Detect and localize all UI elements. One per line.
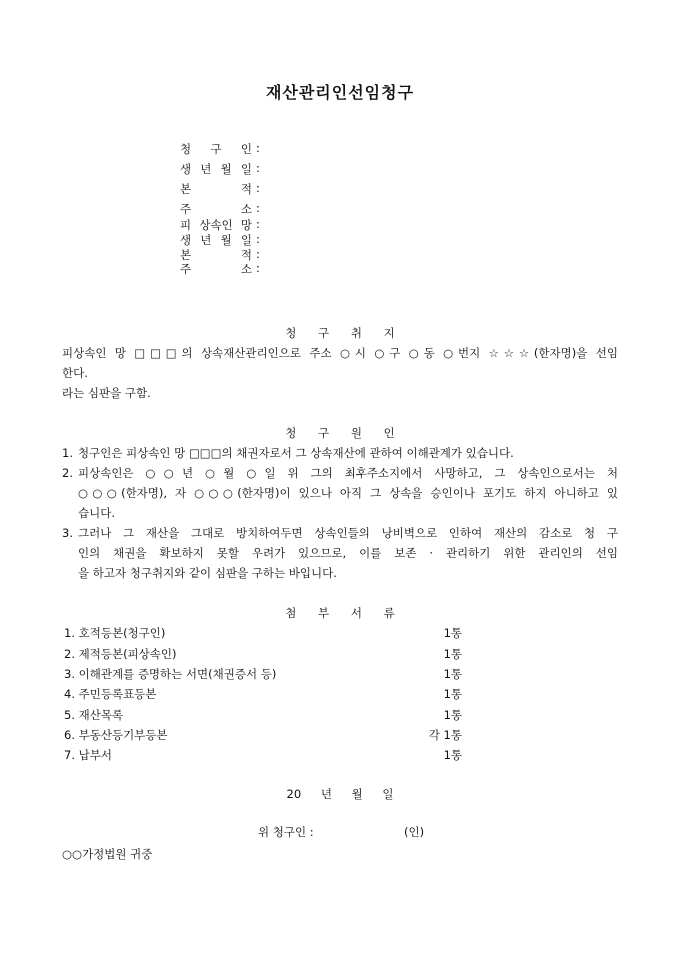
attachment-label: 2. 제적등본(피상속인) [64, 647, 177, 661]
party-label: 청 구 인 [180, 142, 252, 156]
cause-item-line: 을 하고자 청구취지와 같이 심판을 구하는 바입니다. [78, 566, 337, 580]
attachment-label: 4. 주민등록표등본 [64, 687, 157, 701]
purpose-line: 라는 심판을 구함. [62, 386, 151, 400]
attachment-label: 7. 납부서 [64, 748, 112, 762]
party-label: 본 적 [180, 182, 252, 196]
party-colon: : [256, 201, 260, 215]
cause-item-3 [62, 523, 618, 583]
attachment-qty: 1통 [443, 647, 462, 661]
attachment-qty: 1통 [443, 626, 462, 640]
cause-item-line: 피상속인은 ○○년 ○월 ○일 위 그의 최후주소지에서 사망하고, 그 상속인으로서는 처 [78, 466, 618, 480]
cause-item-line: 인의 채권을 확보하지 못할 우려가 있으므로, 이를 보존 · 관리하기 위한 관리인의 선임 [78, 546, 618, 560]
party-colon: : [256, 161, 260, 175]
cause-item-number: 2. [62, 466, 73, 480]
purpose-line: 피상속인 망 □□□의 상속재산관리인으로 주소 ○시 ○구 ○동 ○번지 ☆☆☆(한자명)을 선임 [62, 346, 618, 360]
cause-heading: 청 구 원 인 [285, 426, 395, 440]
party-colon: : [256, 217, 260, 231]
attachments-heading: 첨 부 서 류 [285, 606, 395, 620]
cause-item-line: ○○○(한자명), 자 ○○○(한자명)이 있으나 아직 그 상속을 승인이나 포기도 하지 아니하고 있 [78, 486, 618, 500]
party-label: 본 적 [180, 248, 252, 262]
purpose-text [62, 343, 618, 403]
party-label: 주 소 [180, 262, 252, 276]
party-label: 생 년 월 일 [180, 233, 252, 247]
cause-item-line: 그러나 그 재산을 그대로 방치하여두면 상속인들의 낭비벽으로 인하여 재산의 감소로 청 구 [78, 526, 618, 540]
purpose-line: 한다. [62, 366, 88, 380]
party-colon: : [256, 232, 260, 246]
attachment-label: 5. 재산목록 [64, 708, 124, 722]
signature-seal: (인) [404, 825, 425, 839]
cause-item-number: 1. [62, 446, 73, 460]
attachment-label: 1. 호적등본(청구인) [64, 626, 166, 640]
cause-item-line: 청구인은 피상속인 망 □□□의 채권자로서 그 상속재산에 관하여 이해관계가 있습니다. [78, 446, 514, 460]
party-label: 주 소 [180, 202, 252, 216]
attachment-qty: 1통 [443, 687, 462, 701]
party-colon: : [256, 247, 260, 261]
cause-item-line: 습니다. [78, 506, 115, 520]
purpose-heading: 청 구 취 지 [285, 326, 395, 340]
attachment-label: 6. 부동산등기부등본 [64, 728, 168, 742]
party-label: 피 상속인 망 [180, 218, 252, 232]
document-date: 20 년 월 일 [286, 787, 394, 801]
party-label: 생 년 월 일 [180, 162, 252, 176]
signature-label: 위 청구인 : [258, 825, 314, 839]
cause-item-1 [62, 443, 618, 463]
document-title: 재산관리인선임청구 [265, 83, 415, 102]
party-colon: : [256, 261, 260, 275]
cause-item-2 [62, 463, 618, 523]
attachment-qty: 1통 [443, 667, 462, 681]
attachment-qty: 1통 [443, 708, 462, 722]
court-addressee: ○○가정법원 귀중 [62, 847, 153, 861]
attachment-qty: 1통 [443, 748, 462, 762]
attachment-qty: 각 1통 [428, 728, 462, 742]
party-colon: : [256, 141, 260, 155]
cause-item-number: 3. [62, 526, 73, 540]
party-colon: : [256, 181, 260, 195]
attachment-label: 3. 이해관계를 증명하는 서면(채권증서 등) [64, 667, 277, 681]
